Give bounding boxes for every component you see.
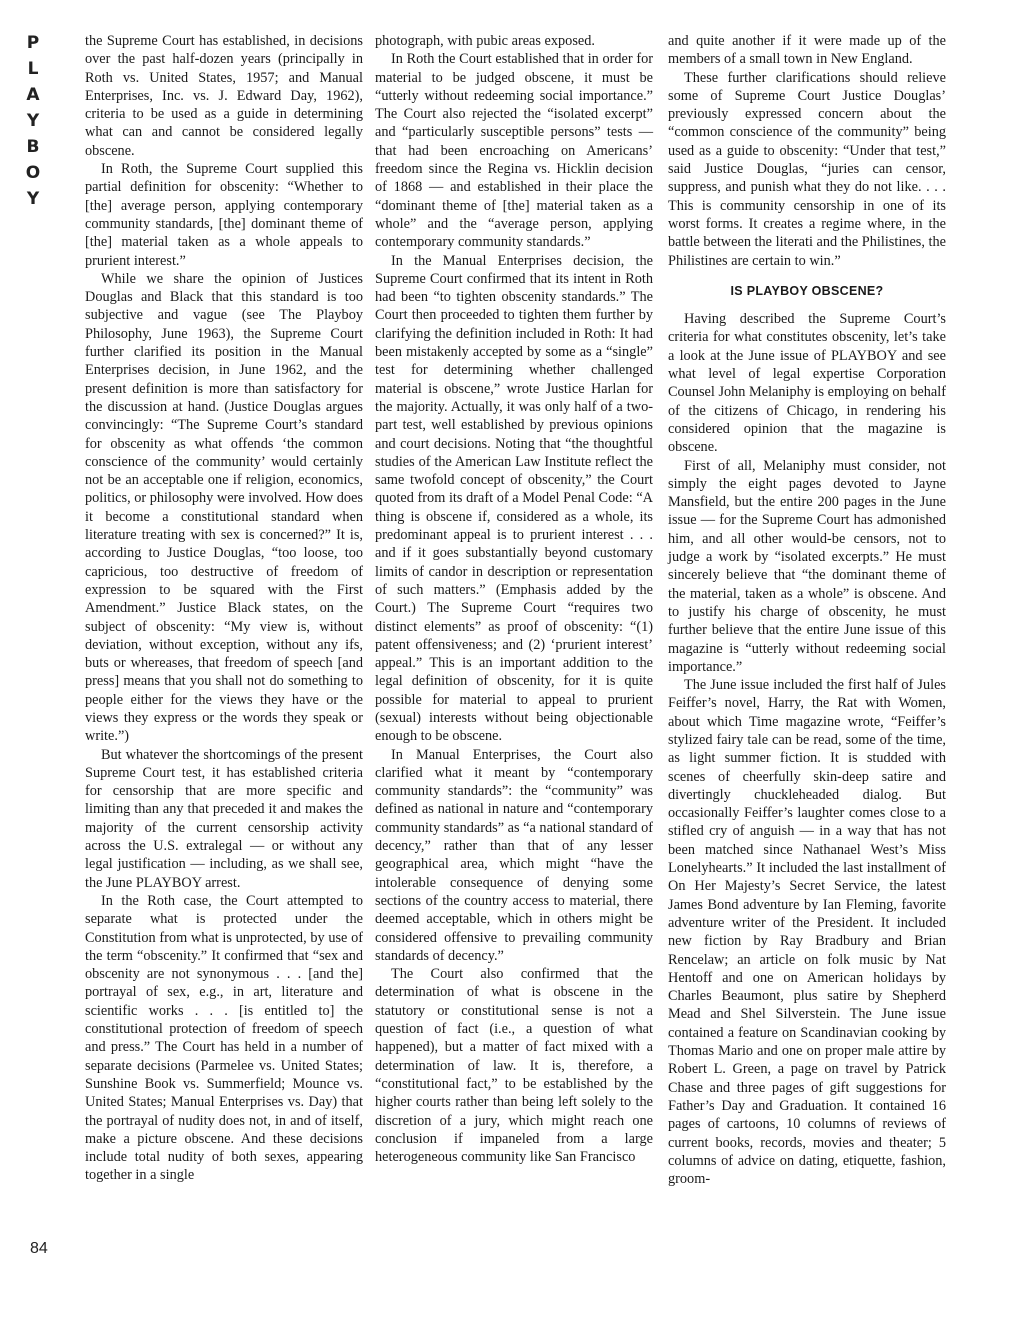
paragraph: In Roth, the Supreme Court supplied this partial definition for obscenity: “Whether to [the] average person, applying contemporary community standards, [the] dominant theme of [the] material taken as a whole appeals to prurient interest.”: [85, 161, 363, 269]
masthead-letter: P: [26, 33, 40, 53]
paragraph: These further clarifications should relieve some of Supreme Court Justice Douglas’ previously expressed concern about the “common conscience of the community” being used as a guide to obscenity: “Under that test,” said Justice Douglas, “juries can censor, suppress, and punish what they do not like. . . . This is community censorship in one of its worst forms. It creates a regime where, in the battle between the literati and the Philistines, the Philistines are certain to win.”: [668, 69, 946, 269]
paragraph: Having described the Supreme Court’s criteria for what constitutes obscenity, let’s take a look at the June issue of PLAYBOY and see what level of legal expertise Corporation Counsel John Melaniphy is employing on behalf of the citizens of Chicago, in rendering his considered opinion that the magazine is obscene.: [668, 311, 946, 456]
paragraph: In the Manual Enterprises decision, the Supreme Court confirmed that its intent in Roth had been “to tighten obscenity standards.” The Court then proceeded to tighten them further by clarifying the definition included in Roth: It had been mistakenly accepted by some as a “single” test for determining whether challenged material is obscene,” wrote Justice Harlan for the majority. Actually, it was only half of a two-part test, well established by previous opinions and court decisions. Noting that “the thoughtful studies of the American Law Institute reflect the same twofold concept of obscenity,” the Court quoted from its draft of a Model Penal Code: “A thing is obscene if, considered as a whole, its predominant appeal is to prurient interest . . . and if it goes substantially beyond customary limits of candor in description or representation of such matters.” (Emphasis added by the Court.) The Supreme Court “requires two distinct elements” as proof of obscenity: “(1) patent offensiveness; and (2) ‘prurient interest’ appeal.” This is an important addition to the legal definition of obscenity, for it is quite possible for material to appeal to prurient (sexual) interests without being objectionable enough to be obscene.: [375, 252, 653, 745]
masthead-letter: L: [27, 59, 39, 79]
masthead-letter: Y: [26, 111, 40, 131]
paragraph: The June issue included the first half of Jules Feiffer’s novel, Harry, the Rat with Women, about which Time magazine wrote, “Feiffer’s stylized fairy tale can be read, some of the time, as light summer fiction. It is studded with scenes of cheerfully skin-deep satire and divertingly chuckleheaded dialog. But occasionally Feiffer’s laughter comes close to a stifled cry of anguish — in a way that has not been matched since Nathanael West’s Miss Lonelyhearts.” It included the last installment of On Her Majesty’s Secret Service, the latest James Bond adventure by Ian Fleming, favorite adventure writer of the President. It included new fiction by Ray Bradbury and Brian Rencelaw; an article on folk music by Nat Hentoff and one on American holidays by Charles Beaumont, plus satire by Shepherd Mead and Shel Silverstein. The June issue contained a feature on Scandinavian cooking by Thomas Mario and one on proper male attire by Robert L. Green, a page on travel by Patrick Chase and three pages of gift suggestions for Father’s Day and Graduation. It contained 16 pages of cartoons, 10 columns of reviews of current books, records, movies and theater; 5 columns of advice on dating, etiquette, fashion, groom-: [668, 677, 946, 1188]
paragraph: the Supreme Court has established, in decisions over the past half-dozen years (principally in Roth vs. United States, 1957; and Manual Enterprises, Inc. vs. J. Edward Day, 1962), criteria to be used as a guide in determining what can and cannot be considered legally obscene.: [85, 33, 363, 159]
section-heading: IS PLAYBOY OBSCENE?: [730, 283, 884, 298]
paragraph: First of all, Melaniphy must consider, not simply the eight pages devoted to Jayne Mansfield, but the entire 200 pages in the June issue — for the Supreme Court has admonished him, and all other would-be censors, not to judge a work by “isolated excerpts.” He must sincerely believe that “the dominant theme of the material, taken as a whole” is obscene. And to justify his charge of obscenity, he must further believe that the entire June issue of this magazine is “utterly without redeeming social importance.”: [668, 457, 946, 675]
paragraph: But whatever the shortcomings of the present Supreme Court test, it has established criteria for censorship that are more specific and limiting than any that preceded it and makes the majority of the current censorship activity across the U.S. extralegal — or without any legal justification — including, as we shall see, the June PLAYBOY arrest.: [85, 746, 363, 891]
masthead-letter: A: [26, 85, 40, 105]
masthead-letter: B: [26, 137, 40, 157]
masthead-letter: O: [25, 163, 41, 183]
text-column-3: [668, 32, 946, 1188]
paragraph: The Court also confirmed that the determination of what is obscene in the statutory or constitutional sense is not a question of fact (i.e., a question of what happened), but a matter of fact mixed with a determination of law. It is, therefore, a “constitutional fact,” to be established by the higher courts rather than being left solely to the discretion of a jury, which might reach one conclusion if impaneled from a large heterogeneous community like San Francisco: [375, 966, 653, 1166]
masthead-letter: Y: [26, 189, 40, 209]
paragraph: While we share the opinion of Justices Douglas and Black that this standard is too subjective and vague (see The Playboy Philosophy, June 1963), the Supreme Court further clarified its position in the Manual Enterprises decision, in June 1962, and the present definition is more than satisfactory for the discussion at hand. (Justice Douglas argues convincingly: “The Supreme Court’s standard for obscenity as what offends ‘the common conscience of the community’ would certainly not be an acceptable one if religion, economics, politics, or philosophy were involved. How does it become a constitutional standard when literature treating with sex is concerned?” It is, according to Justice Douglas, “too loose, too capricious, too destructive of freedom of expression to be squared with the First Amendment.” Justice Black states, on the subject of obscenity: “My view is, without deviation, without exception, without any ifs, buts or whereases, that freedom of speech [and press] means that you shall not do something to people either for the views they have or the views they express or the words they speak or write.”): [85, 270, 363, 745]
masthead: [18, 30, 48, 212]
paragraph: In Manual Enterprises, the Court also clarified what it meant by “contemporary community standards”: the “community” was defined as national in nature and “contemporary community standards” as “a national standard of decency,” rather than that of any lesser geographical area, which might “have the intolerable consequence of denying some sections of the country access to material, there deemed acceptable, which in others might be considered offensive to prevailing community standards of decency.”: [375, 746, 653, 964]
paragraph: and quite another if it were made up of the members of a small town in New England.: [668, 33, 946, 68]
page-number: 84: [30, 1240, 48, 1257]
paragraph: In the Roth case, the Court attempted to separate what is protected under the Constitution from what is unprotected, by use of the term “obscenity.” It confirmed that “sex and obscenity are not synonymous . . . [and the] portrayal of sex, e.g., in art, literature and scientific works . . . [is entitled to] the constitutional protection of freedom of speech and press.” The Court has held in a number of separate decisions (Parmelee vs. United States; Sunshine Book vs. Summerfield; Mounce vs. United States; Manual Enterprises vs. Day) that the portrayal of nudity does not, in and of itself, make a picture obscene. And these decisions include total nudity of both sexes, appearing together in a single: [85, 892, 363, 1184]
paragraph: photograph, with pubic areas exposed.: [375, 33, 595, 49]
text-column-2: [375, 32, 653, 1166]
text-column-1: [85, 32, 363, 1185]
paragraph: In Roth the Court established that in order for material to be judged obscene, it must be “utterly without redeeming social importance.” The Court also rejected the “isolated excerpt” and “particularly susceptible persons” tests — that had been encroaching on Americans’ freedom since the Regina vs. Hicklin decision of 1868 — and established in their place the “dominant theme of [the] material taken as a whole” and the “average person, applying contemporary community standards.”: [375, 51, 653, 251]
